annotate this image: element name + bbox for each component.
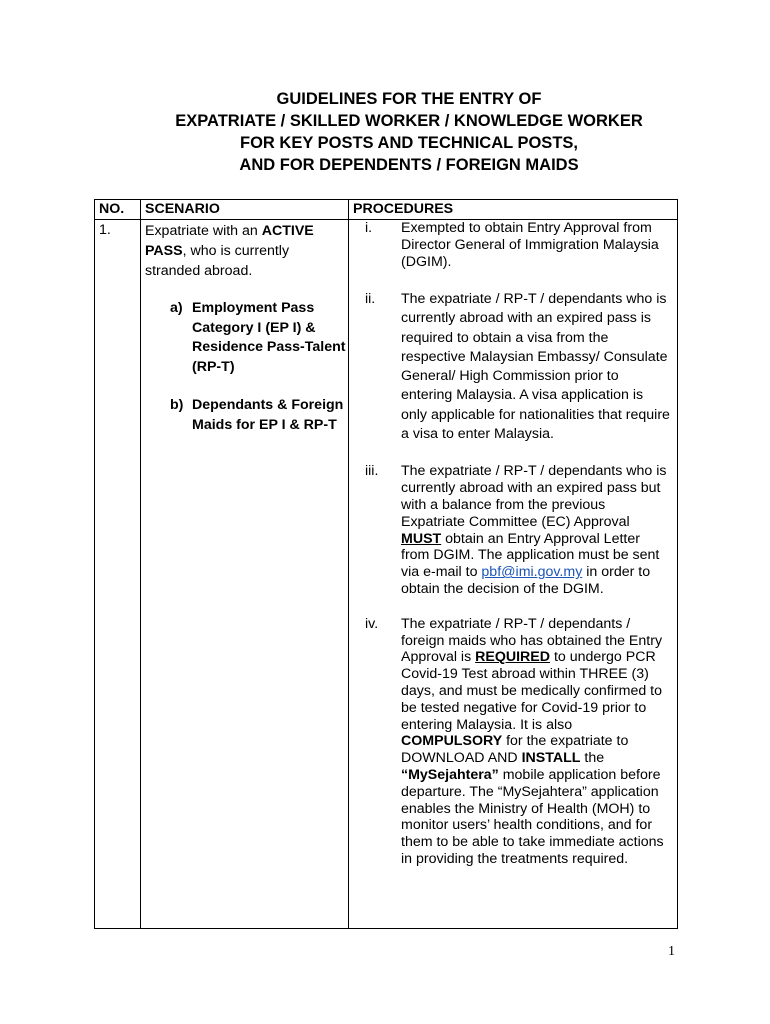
procedure-text	[401, 463, 677, 597]
procedure-text-part: mobile application before departure. The “MySejahtera” application enables the Ministry of Health (MOH) to monitor users’ health conditions, and for them to be able to take immediate actions in providing the treatments required.	[401, 766, 664, 867]
procedure-step	[353, 616, 677, 868]
procedure-text-part: in order to obtain the decision of the DGIM.	[401, 564, 651, 597]
header-scenario: SCENARIO	[141, 200, 349, 220]
procedure-text-part: the	[580, 750, 605, 767]
list-item-text: Dependants & Foreign Maids for EP I & RP-T	[192, 397, 344, 433]
scenario-intro	[145, 221, 348, 281]
scenario-intro-text: Expatriate with an	[145, 223, 262, 239]
procedure-number: iv.	[365, 615, 379, 632]
procedure-text: Exempted to obtain Entry Approval from Director General of Immigration Malaysia (DGIM).	[401, 220, 659, 270]
procedure-number: i.	[365, 220, 373, 236]
procedures-cell	[349, 220, 678, 929]
scenario-cell	[141, 220, 349, 929]
list-item	[170, 299, 348, 377]
procedure-text-part: obtain an Entry Approval Letter from DGIM. The application must be sent via e-mail to	[401, 530, 660, 581]
title-line-3: FOR KEY POSTS AND TECHNICAL POSTS,	[240, 134, 578, 152]
list-item-label: b)	[170, 397, 184, 413]
title-line-2: EXPATRIATE / SKILLED WORKER / KNOWLEDGE WORKER	[175, 112, 643, 130]
email-link[interactable]: pbf@imi.gov.my	[481, 564, 583, 581]
procedure-text-part: to undergo PCR Covid-19 Test abroad within THREE (3) days, and must be medically confirmed to be tested negative for Covid-19 prior to entering Malaysia. It is also	[401, 649, 663, 733]
list-item-label: a)	[170, 300, 183, 316]
procedure-step	[353, 463, 677, 597]
procedure-text: The expatriate / RP-T / dependants who is currently abroad with an expired pass is required to obtain a visa from the respective Malaysian Embassy/ Consulate General/ High Commission prior to entering Malaysia. A visa application is only applicable for nationalities that require a visa to enter Malaysia.	[401, 291, 670, 443]
title-line-4: AND FOR DEPENDENTS / FOREIGN MAIDS	[239, 156, 579, 174]
procedure-number: iii.	[365, 463, 379, 480]
table-header-row	[95, 200, 678, 220]
procedure-text-part: The expatriate / RP-T / dependants who is currently abroad with an expired pass but with a balance from the previous Expatriate Committee (EC) Approval	[401, 463, 667, 530]
required-emphasis: REQUIRED	[475, 649, 551, 666]
scenario-intro-tail: , who is currently stranded abroad.	[145, 243, 290, 279]
header-no: NO.	[95, 200, 141, 220]
title-line-1: GUIDELINES FOR THE ENTRY OF	[276, 90, 542, 108]
table-row	[95, 220, 678, 929]
page-number: 1	[668, 944, 675, 959]
scenario-subitems	[145, 299, 348, 435]
procedure-text-part: The expatriate / RP-T / dependants / foreign maids who has obtained the Entry Approval is	[401, 615, 663, 666]
procedure-step	[353, 290, 677, 444]
compulsory-emphasis: COMPULSORY	[401, 733, 503, 750]
procedure-text	[401, 616, 677, 868]
document-title	[0, 88, 770, 176]
mysejahtera-emphasis: “MySejahtera”	[401, 766, 499, 783]
must-emphasis: MUST	[401, 530, 442, 547]
list-item-text: Employment Pass Category I (EP I) & Residence Pass-Talent (RP-T)	[192, 300, 346, 375]
procedure-number: ii.	[365, 291, 376, 307]
header-procedures: PROCEDURES	[349, 200, 678, 220]
install-emphasis: INSTALL	[521, 750, 581, 767]
procedure-text-part: for the expatriate to DOWNLOAD AND	[401, 733, 629, 767]
active-pass-text: ACTIVE PASS	[145, 223, 314, 259]
list-item	[170, 396, 348, 435]
guidelines-table	[94, 199, 678, 929]
procedure-step	[353, 220, 677, 271]
row-number: 1.	[95, 220, 141, 929]
